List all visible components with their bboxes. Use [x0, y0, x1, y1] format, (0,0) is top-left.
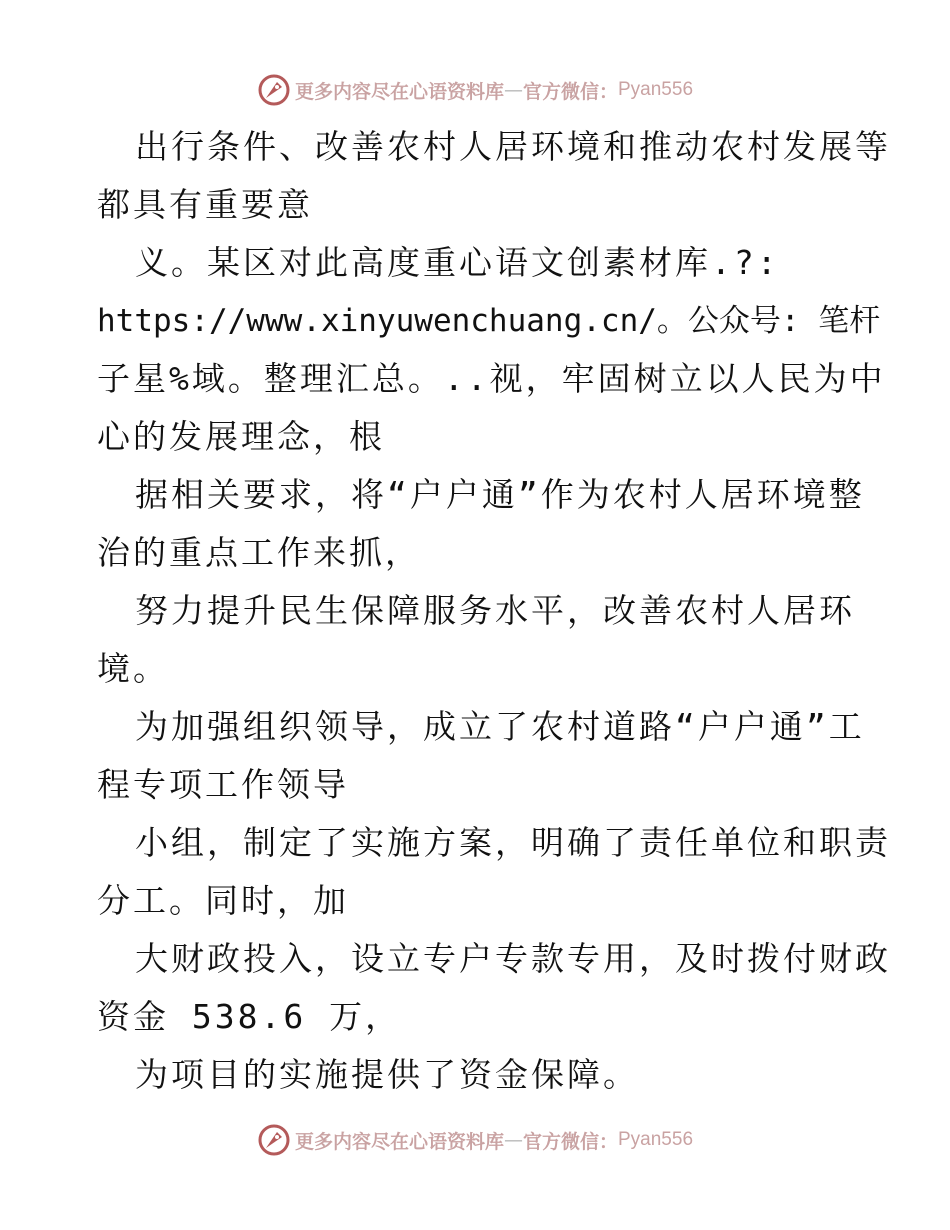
watermark-id: Pyan556	[618, 79, 694, 100]
footer-watermark	[0, 1120, 950, 1160]
body-line: 为项目的实施提供了资金保障。	[135, 1055, 639, 1094]
watermark-label: 官方微信：	[522, 1130, 618, 1153]
body-line: 子星%域。整理汇总。..视，牢固树立以人民为中	[97, 359, 886, 398]
body-line: 小组，制定了实施方案，明确了责任单位和职责	[135, 823, 891, 862]
body-line: 为加强组织领导，成立了农村道路“户户通”工	[135, 707, 865, 746]
body-line: 大财政投入，设立专户专款专用，及时拨付财政	[135, 939, 891, 978]
body-line: 治的重点工作来抓，	[97, 533, 421, 572]
body-line: 心的发展理念，根	[97, 417, 385, 456]
body-line: 资金 538.6 万，	[97, 997, 402, 1036]
body-line: 分工。同时，加	[97, 881, 349, 920]
body-line: 义。某区对此高度重心语文创素材库.?:	[135, 243, 780, 282]
watermark-separator: —	[503, 1129, 523, 1151]
body-line: 据相关要求，将“户户通”作为农村人居环境整	[135, 475, 865, 514]
body-line: 努力提升民生保障服务水平，改善农村人居环	[135, 591, 855, 630]
body-line: 出行条件、改善农村人居环境和推动农村发展等	[135, 127, 891, 166]
body-line: 都具有重要意	[97, 185, 313, 224]
pen-nib-logo-icon	[257, 73, 291, 107]
watermark-text: 更多内容尽在心语资料库	[294, 1130, 504, 1153]
watermark-separator: —	[503, 79, 523, 101]
header-watermark	[0, 70, 950, 110]
pen-nib-logo-icon	[257, 1123, 291, 1157]
watermark-text: 更多内容尽在心语资料库	[294, 80, 504, 103]
body-line: 程专项工作领导	[97, 765, 349, 804]
watermark-label: 官方微信：	[522, 80, 618, 103]
document-body	[97, 118, 891, 1104]
watermark-id: Pyan556	[618, 1129, 694, 1150]
body-line-url: https://www.xinyuwenchuang.cn/。公众号: 笔杆	[97, 303, 881, 339]
body-line: 境。	[97, 649, 169, 688]
